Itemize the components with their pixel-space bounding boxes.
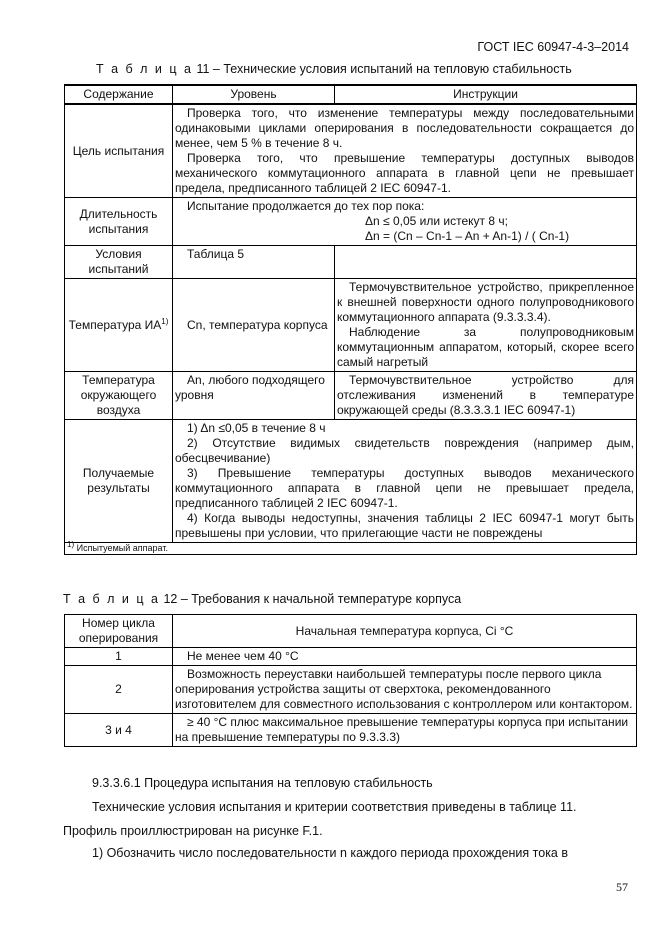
- results-text: [173, 420, 637, 543]
- table-row: [65, 104, 637, 198]
- temp-level: Cn, температура корпуса: [173, 279, 335, 372]
- cycle-2-text: Возможность переуставки наибольшей температуры после первого цикла оперирования устройства защиты от сверхтока, рекомендованного изготовителем для совместного использования с контроллером или контактором.: [173, 666, 637, 714]
- temp-label: [65, 279, 173, 372]
- table-row: [65, 279, 637, 372]
- header-content: Содержание: [65, 85, 173, 104]
- results-label: Получаемые результаты: [65, 420, 173, 543]
- page-number: 57: [616, 880, 628, 894]
- header-cycle: Номер цикла оперирования: [65, 615, 173, 648]
- conditions-level: Таблица 5: [173, 246, 335, 279]
- ambient-label: Температура окружающего воздуха: [65, 372, 173, 420]
- table12-caption-text: 12 – Требования к начальной температуре корпуса: [159, 592, 462, 606]
- table-row: [65, 372, 637, 420]
- goal-label: Цель испытания: [65, 104, 173, 198]
- header-instructions: Инструкции: [335, 85, 637, 104]
- table11-caption: [96, 62, 572, 76]
- temp-instructions: [335, 279, 637, 372]
- goal-text: [173, 104, 637, 198]
- cycle-3-4: 3 и 4: [65, 714, 173, 747]
- table-row: [65, 714, 637, 747]
- cycle-1: 1: [65, 648, 173, 666]
- table11-caption-prefix: Т а б л и ц а: [96, 62, 193, 76]
- table12: [64, 614, 637, 747]
- table-row: [65, 648, 637, 666]
- table-row: [65, 198, 637, 246]
- footnote-row: [65, 543, 637, 555]
- table-header-row: [65, 615, 637, 648]
- table11-caption-text: 11 – Технические условия испытаний на тепловую стабильность: [192, 62, 572, 76]
- duration-intro: Испытание продолжается до тех пор пока:: [187, 199, 425, 213]
- header-level: Уровень: [173, 85, 335, 104]
- duration-cond1: Δn ≤ 0,05 или истекут 8 ч;: [365, 214, 508, 228]
- cycle-2: 2: [65, 666, 173, 714]
- conditions-label: Условия испытаний: [65, 246, 173, 279]
- table-row: [65, 420, 637, 543]
- temp-instr-2: Наблюдение за полупроводниковым коммутационным аппаратом, который, скорее всего самый нагретый: [337, 325, 634, 369]
- table11-footnote: [65, 540, 637, 555]
- table-row: [65, 246, 637, 279]
- goal-text-2: Проверка того, что превышение температуры доступных выводов механического коммутационного аппарата в главной цепи не превышает предела, предписанного таблицей 2 IEC 60947-1.: [175, 151, 634, 195]
- goal-text-1: Проверка того, что изменение температуры между последовательными одинаковыми циклами оперирования в последовательности сокращается до менее, чем 5 % в течение 8 ч.: [175, 106, 634, 150]
- temp-instr-1: Термочувствительное устройство, прикрепленное к внешней поверхности одного полупроводникового коммутационного аппарата (9.3.3.3.4).: [337, 280, 634, 324]
- temp-label-text: Температура ИА: [68, 317, 162, 332]
- section-heading: 9.3.3.6.1 Процедура испытания на тепловую стабильность: [92, 776, 433, 790]
- results-3: 3) Превышение температуры доступных выводов механического коммутационного аппарата в главной цепи не превышает предела, предписанного таблицей 2 IEC 60947-1.: [175, 466, 634, 510]
- cycle-1-text: Не менее чем 40 °C: [173, 648, 637, 666]
- duration-text: [173, 198, 637, 246]
- ambient-level: An, любого подходящего уровня: [173, 372, 335, 420]
- table-header-row: [65, 85, 637, 104]
- table12-caption: [63, 592, 461, 606]
- footnote-mark: 1): [67, 540, 75, 549]
- conditions-instructions: [335, 246, 637, 279]
- duration-cond2: Δn = (Cn – Cn-1 – An + An-1) / ( Cn-1): [365, 229, 570, 243]
- table12-caption-prefix: Т а б л и ц а: [63, 592, 160, 606]
- results-4: 4) Когда выводы недоступны, значения таблицы 2 IEC 60947-1 могут быть превышены при условии, что прилегающие части не повреждены: [175, 511, 634, 540]
- body-paragraph: Профиль проиллюстрирован на рисунке F.1.: [63, 824, 323, 838]
- temp-footnote-mark: 1): [161, 316, 169, 326]
- footnote-text: Испытуемый аппарат.: [74, 543, 168, 553]
- body-paragraph: Технические условия испытания и критерии соответствия приведены в таблице 11.: [92, 800, 577, 814]
- duration-label: Длительность испытания: [65, 198, 173, 246]
- results-1: 1) Δn ≤0,05 в течение 8 ч: [187, 421, 326, 435]
- cycle-3-4-text: ≥ 40 °C плюс максимальное превышение температуры корпуса при испытании на превышение температуры по 9.3.3.3): [173, 714, 637, 747]
- table-row: [65, 666, 637, 714]
- header-temp: Начальная температура корпуса, Ci °C: [173, 615, 637, 648]
- body-paragraph: 1) Обозначить число последовательности n каждого периода прохождения тока в: [92, 846, 569, 860]
- table11: [64, 84, 637, 555]
- document-header: ГОСТ IEC 60947-4-3–2014: [477, 40, 629, 54]
- results-2: 2) Отсутствие видимых свидетельств повреждения (например дым, обесцвечивание): [175, 436, 634, 465]
- ambient-instructions: Термочувствительное устройство для отслеживания изменений в температуре окружающей среды (8.3.3.3.1 IEC 60947-1): [335, 372, 637, 420]
